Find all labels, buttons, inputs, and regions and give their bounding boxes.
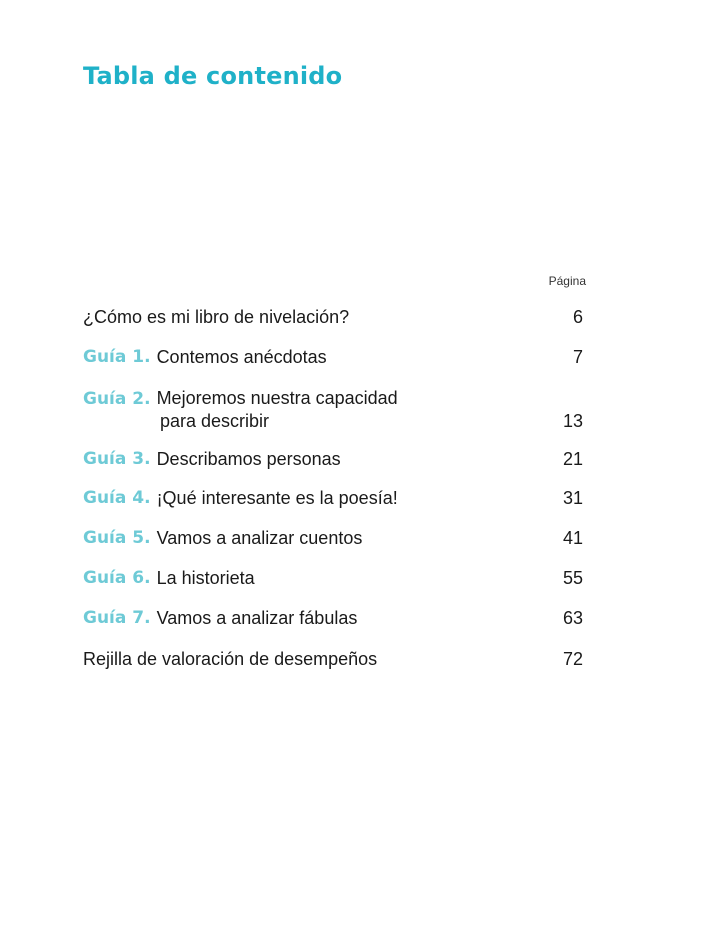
toc-entry-guide-5[interactable] [83,527,585,549]
toc-entry-guide-6[interactable] [83,567,585,589]
guide-label: Guía 2. [83,389,151,409]
guide-label: Guía 1. [83,347,151,367]
toc-entry-text-line1: Mejoremos nuestra capacidad [156,388,398,408]
toc-entry-text: Describamos personas [156,449,341,469]
toc-entry-page: 7 [572,347,583,367]
toc-entry-page: 72 [562,649,583,669]
toc-entry-page: 41 [562,528,583,548]
toc-entry-text: Contemos anécdotas [156,347,327,367]
toc-entry-rubric[interactable] [83,648,585,670]
toc-entry-guide-4[interactable] [83,487,585,509]
toc-entry-page: 31 [562,488,583,508]
toc-entry-guide-3[interactable] [83,448,585,470]
toc-entry-guide-7[interactable] [83,607,585,629]
toc-entry-text: ¡Qué interesante es la poesía! [156,488,398,508]
toc-entry-text: Vamos a analizar cuentos [156,528,363,548]
toc-entry-page: 6 [572,307,583,327]
page-column-label: Página [548,274,586,288]
guide-label: Guía 3. [83,449,151,469]
toc-entry-text-line2: para describir [160,411,270,431]
guide-label: Guía 4. [83,488,151,508]
toc-entry-text: ¿Cómo es mi libro de nivelación? [83,307,350,327]
guide-label: Guía 6. [83,568,151,588]
page-title: Tabla de contenido [83,62,343,90]
guide-label: Guía 5. [83,528,151,548]
guide-label: Guía 7. [83,608,151,628]
toc-entry-page: 55 [562,568,583,588]
toc-entry-guide-1[interactable] [83,346,585,368]
toc-entry-text: Vamos a analizar fábulas [156,608,358,628]
toc-entry-page: 13 [562,411,583,431]
toc-entry-page: 21 [562,449,583,469]
toc-entry-page: 63 [562,608,583,628]
toc-entry-text: La historieta [156,568,255,588]
toc-entry-intro[interactable] [83,306,585,328]
toc-entry-text: Rejilla de valoración de desempeños [83,649,378,669]
toc-entry-guide-2[interactable] [83,387,585,432]
